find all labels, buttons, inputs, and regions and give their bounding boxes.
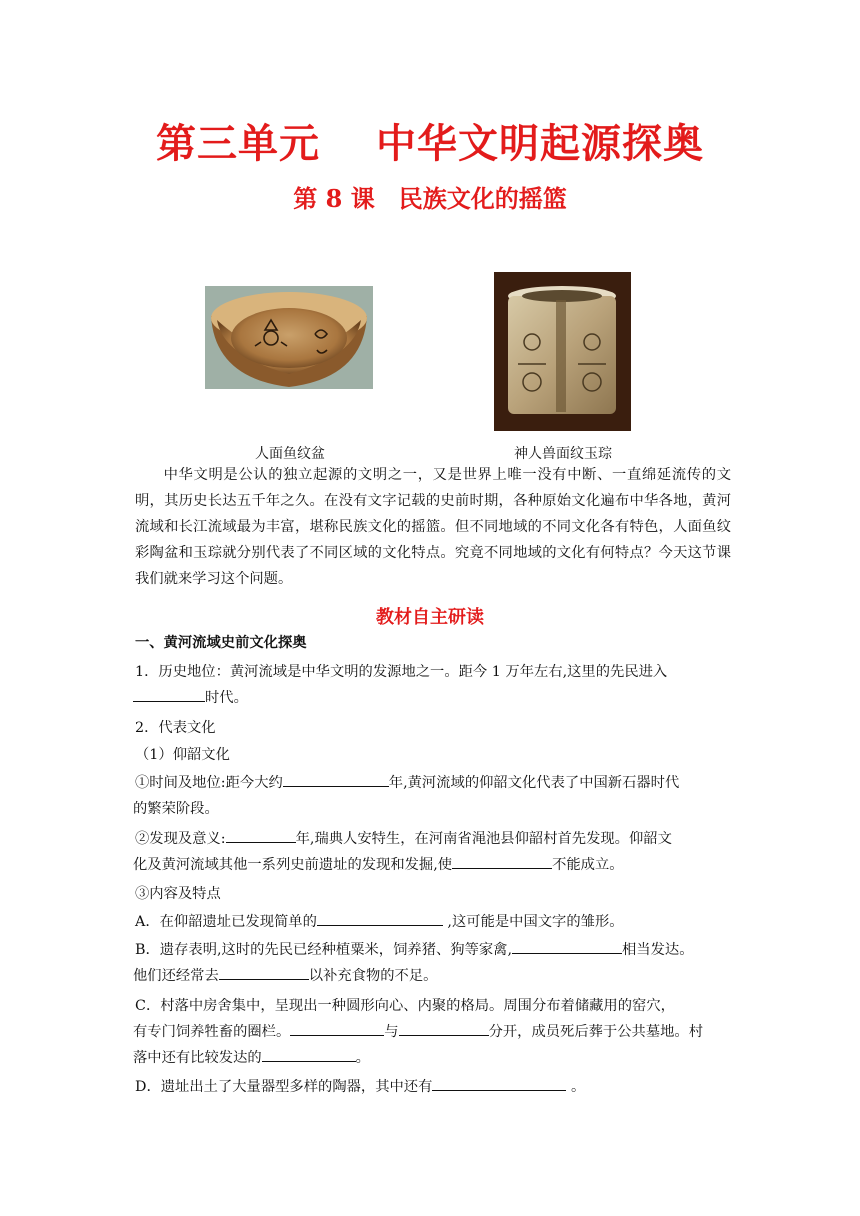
fill-blank-area-2[interactable] bbox=[399, 1019, 489, 1036]
unit-title: 第三单元 中华文明起源探奥 bbox=[156, 120, 704, 167]
item-c-text-5: 。 bbox=[355, 1050, 370, 1066]
fill-blank-pottery[interactable] bbox=[432, 1074, 566, 1091]
lesson-title: 第 8 课 民族文化的摇篮 bbox=[293, 184, 567, 213]
fill-blank-craft[interactable] bbox=[262, 1045, 356, 1062]
item-2: 2．代表文化 bbox=[135, 720, 216, 736]
item-discovery-text-4: 不能成立。 bbox=[552, 857, 624, 873]
item-c-line-2 bbox=[133, 1019, 733, 1045]
jade-cong-image bbox=[494, 272, 631, 431]
item-1-text: 1．历史地位：黄河流域是中华文明的发源地之一。距今 1 万年左右,这里的先民进入 bbox=[135, 664, 668, 680]
item-c-line-3 bbox=[133, 1045, 733, 1071]
item-d-text-2: 。 bbox=[566, 1079, 586, 1095]
item-time-text: ①时间及地位:距今大约 bbox=[135, 775, 283, 791]
part1-title: 一、黄河流域史前文化探奥 bbox=[135, 635, 307, 651]
item-content-heading: ③内容及特点 bbox=[135, 886, 221, 902]
fill-blank-symbols[interactable] bbox=[317, 909, 443, 926]
item-c-text: 有专门饲养牲畜的圈栏。 bbox=[133, 1024, 291, 1040]
item-d-line bbox=[135, 1074, 735, 1100]
item-b-line-2 bbox=[133, 963, 733, 989]
item-discovery-line-2 bbox=[133, 852, 733, 878]
item-b-line bbox=[135, 937, 735, 963]
item-b-text-2: 相当发达。 bbox=[622, 942, 694, 958]
item-2-1: （1）仰韶文化 bbox=[135, 747, 230, 763]
fill-blank-time[interactable] bbox=[283, 770, 389, 787]
item-discovery-text: ②发现及意义: bbox=[135, 831, 226, 847]
item-1-line-1 bbox=[135, 659, 735, 685]
item-c-line: C．村落中房舍集中，呈现出一种圆形向心、内聚的格局。周围分布着储藏用的窑穴， bbox=[135, 998, 675, 1014]
item-c-text-2: 与 bbox=[384, 1024, 399, 1040]
item-time-line-2: 的繁荣阶段。 bbox=[133, 801, 219, 817]
item-b-text-3: 他们还经常去 bbox=[133, 968, 219, 984]
basin-caption: 人面鱼纹盆 bbox=[255, 446, 325, 462]
item-b-text-4: 以补充食物的不足。 bbox=[308, 968, 438, 984]
fill-blank-agriculture[interactable] bbox=[512, 937, 622, 954]
item-discovery-line bbox=[135, 826, 735, 852]
item-b-text: B．遗存表明,这时的先民已经种植粟米，饲养猪、狗等家禽, bbox=[135, 942, 513, 958]
item-a-line bbox=[135, 909, 735, 935]
item-d-text: D．遗址出土了大量器型多样的陶器，其中还有 bbox=[135, 1079, 433, 1095]
fill-blank-year[interactable] bbox=[226, 826, 296, 843]
fill-blank-theory[interactable] bbox=[452, 852, 552, 869]
item-time-text-2: 年,黄河流域的仰韶文化代表了中国新石器时代 bbox=[388, 775, 680, 791]
fill-blank-activity[interactable] bbox=[219, 963, 309, 980]
item-time-line bbox=[135, 770, 735, 796]
painted-pottery-basin-image bbox=[205, 286, 373, 389]
item-c-text-4: 落中还有比较发达的 bbox=[133, 1050, 262, 1066]
section-heading: 教材自主研读 bbox=[376, 607, 484, 628]
cong-caption: 神人兽面纹玉琮 bbox=[514, 446, 612, 462]
item-1-line-2 bbox=[133, 685, 733, 711]
item-a-text: A．在仰韶遗址已发现简单的 bbox=[135, 914, 317, 930]
item-discovery-text-3: 化及黄河流域其他一系列史前遗址的发现和发掘,使 bbox=[133, 857, 453, 873]
intro-paragraph: 中华文明是公认的独立起源的文明之一，又是世界上唯一没有中断、一直绵延流传的文明，其历史长达五千年之久。在没有文字记载的史前时期，各种原始文化遍布中华各地，黄河流域和长江流域最为丰富，堪称民族文化的摇篮。但不同地域的不同文化各有特色，人面鱼纹彩陶盆和玉琮就分别代表了不同区域的文化特点。究竟不同地域的文化有何特点？今天这节课我们就来学习这个问题。 bbox=[135, 467, 731, 587]
item-1-text-end: 时代。 bbox=[205, 690, 248, 706]
item-c-text-3: 分开，成员死后葬于公共墓地。村 bbox=[488, 1024, 704, 1040]
item-a-text-2: ,这可能是中国文字的雏形。 bbox=[442, 914, 624, 930]
fill-blank-area-1[interactable] bbox=[290, 1019, 384, 1036]
fill-blank-era[interactable] bbox=[133, 685, 205, 702]
item-discovery-text-2: 年,瑞典人安特生，在河南省渑池县仰韶村首先发现。仰韶文 bbox=[295, 831, 672, 847]
